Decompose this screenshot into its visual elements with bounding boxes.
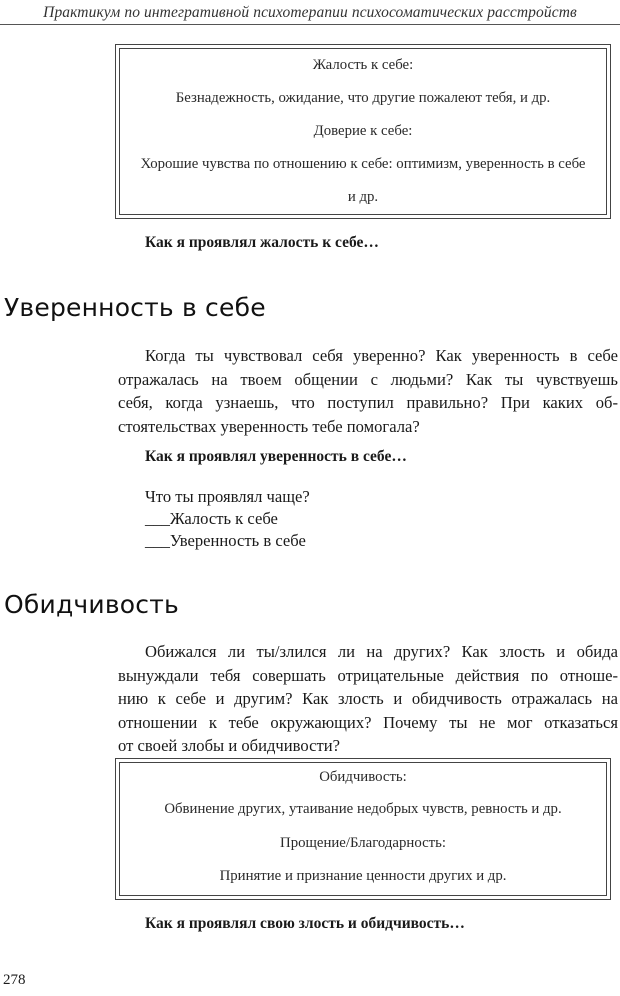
paragraph-line: стоятельствах уверенность тебе помогала? xyxy=(118,416,420,436)
prompt-resentment: Как я проявлял свою злость и обидчивость… xyxy=(145,915,465,932)
box-line: Принятие и признание ценности других и др. xyxy=(219,868,507,884)
paragraph-line: Обижался ли ты/злился ли на других? Как злость и обида xyxy=(145,642,618,661)
box-line: Обидчивость: xyxy=(319,769,407,785)
answer-option-self-pity: ___Жалость к себе xyxy=(145,509,278,528)
box-line: Безнадежность, ожидание, что другие пожалеют тебя, и др. xyxy=(175,90,551,106)
paragraph-confidence xyxy=(118,344,618,438)
framed-box-self-pity xyxy=(115,44,611,219)
box-line: Хорошие чувства по отношению к себе: оптимизм, уверенность в себе xyxy=(140,156,586,172)
paragraph-line: себя, когда узнаешь, что поступил правильно? При каких об- xyxy=(118,393,618,412)
section-heading-confidence: Уверенность в себе xyxy=(4,293,266,322)
box-line: Обвинение других, утаивание недобрых чувств, ревность и др. xyxy=(164,801,562,817)
header-rule xyxy=(0,24,620,25)
paragraph-line: нию к себе и другим? Как злость и обидчивость отражалась на xyxy=(118,689,618,708)
paragraph-line: отражалась на твоем общении с людьми? Как ты чувствуешь xyxy=(118,369,618,389)
answer-option-confidence: ___Уверенность в себе xyxy=(145,531,306,550)
box-line: и др. xyxy=(347,189,379,205)
paragraph-line: от своей злобы и обидчивости? xyxy=(118,736,340,755)
question-which-more: Что ты проявлял чаще? xyxy=(145,487,310,506)
section-heading-resentment: Обидчивость xyxy=(4,590,179,619)
prompt-confidence: Как я проявлял уверенность в себе… xyxy=(145,448,407,465)
prompt-self-pity: Как я проявлял жалость к себе… xyxy=(145,234,379,251)
page-number: 278 xyxy=(3,972,26,988)
paragraph-line: Когда ты чувствовал себя уверенно? Как уверенность в себе xyxy=(145,346,618,365)
paragraph-resentment xyxy=(118,640,618,758)
paragraph-line: вынуждали тебя совершать отрицательные действия по отноше- xyxy=(118,665,618,685)
paragraph-line: отношении к тебе окружающих? Почему ты не мог отказаться xyxy=(118,712,618,732)
running-header: Практикум по интегративной психотерапии психосоматических расстройств xyxy=(43,4,577,21)
box-line: Жалость к себе: xyxy=(312,57,414,73)
box-line: Доверие к себе: xyxy=(313,123,413,139)
box-line: Прощение/Благодарность: xyxy=(280,835,446,851)
framed-box-resentment xyxy=(115,758,611,900)
